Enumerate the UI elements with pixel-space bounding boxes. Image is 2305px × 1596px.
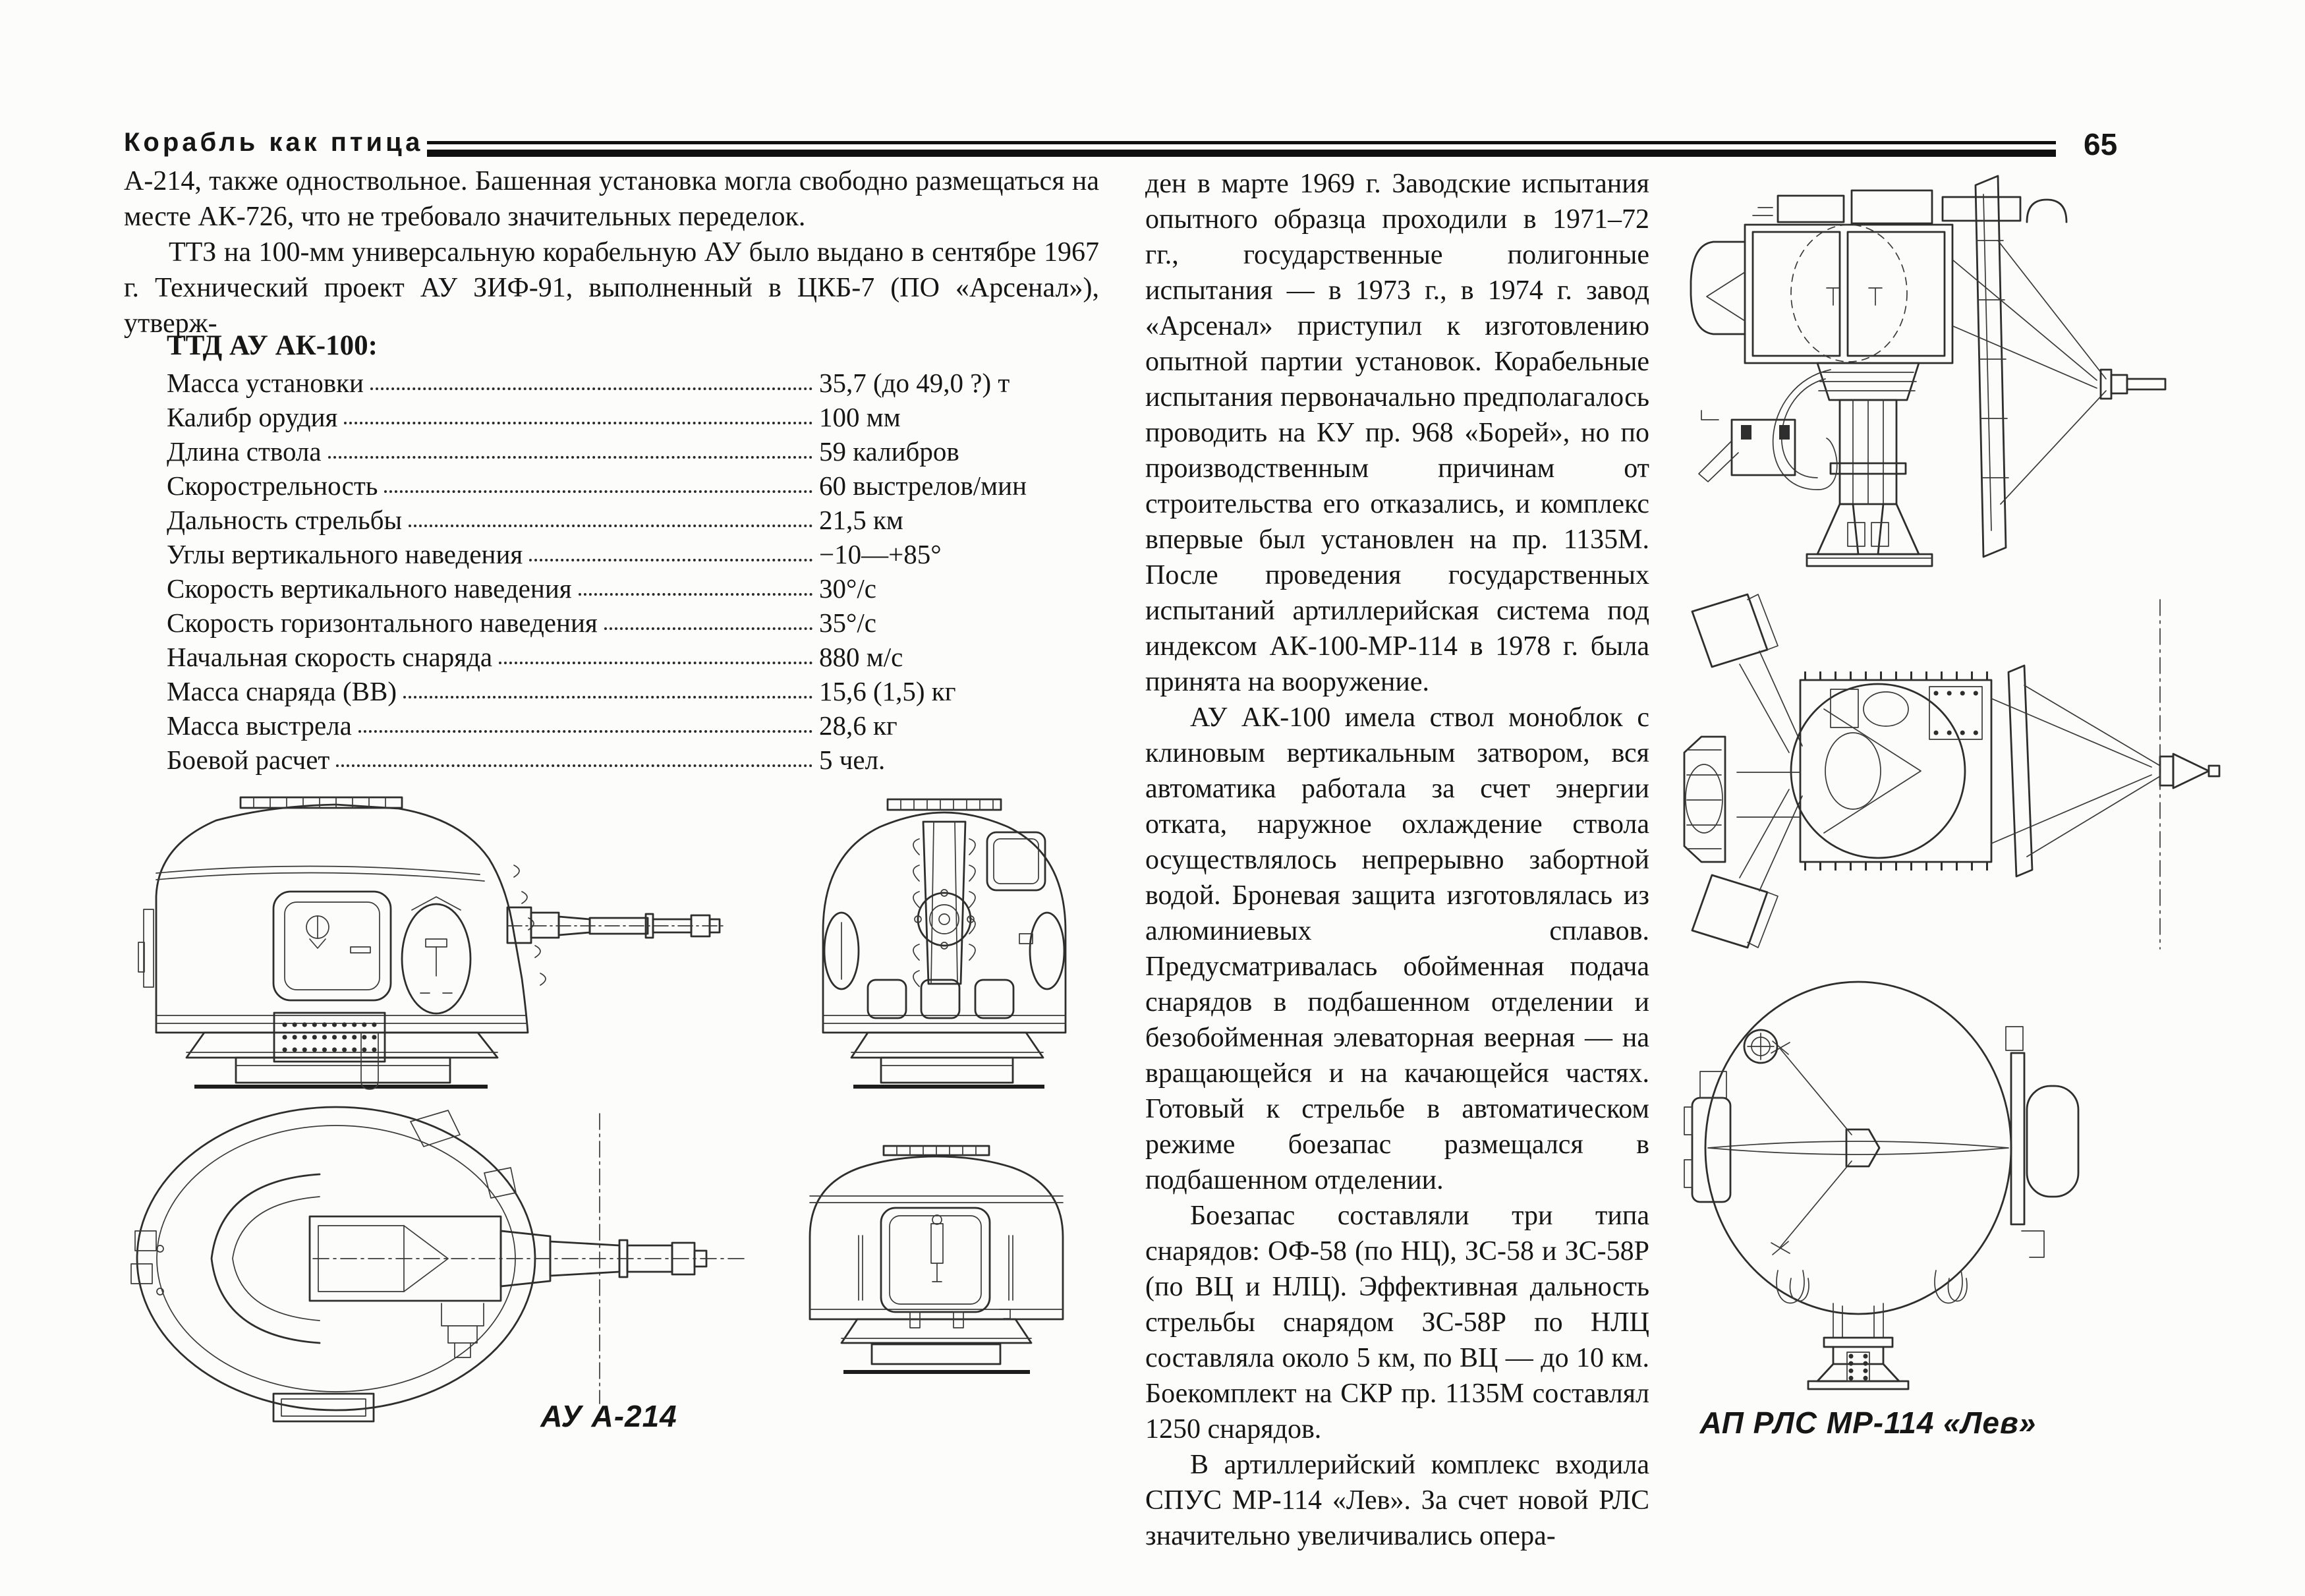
- dotted-leader: [344, 422, 812, 424]
- spec-heading: ТТД АУ АК-100:: [167, 330, 378, 361]
- figure-radar-side-view: [1661, 161, 2305, 577]
- spec-row: [167, 741, 1043, 775]
- turret-front-drawing: [781, 1143, 1091, 1377]
- spec-label: Масса установки: [167, 367, 364, 398]
- radar-figure-caption: АП РЛС МР-114 «Лев»: [1699, 1406, 2037, 1440]
- spec-value: 30°/с: [819, 573, 876, 604]
- spec-value: 28,6 кг: [819, 710, 897, 741]
- dotted-leader: [403, 696, 812, 698]
- spec-row: [167, 398, 1043, 432]
- spec-row: [167, 638, 1043, 672]
- figure-turret-rear-view: [787, 781, 1100, 1094]
- spec-table: [167, 364, 1043, 775]
- figure-turret-plan-view: [115, 1094, 768, 1423]
- spec-label: Начальная скорость снаряда: [167, 641, 493, 672]
- spec-row: [167, 569, 1043, 604]
- spec-label: Скорость вертикального наведения: [167, 573, 572, 604]
- turret-rear-drawing: [787, 781, 1100, 1094]
- spec-label: Боевой расчет: [167, 744, 330, 775]
- turret-plan-drawing: [115, 1094, 768, 1423]
- spec-value: 21,5 км: [819, 504, 903, 535]
- radar-dish-top: [1991, 600, 2219, 949]
- left-paragraph-1: А-214, также одноствольное. Башенная установка могла свободно размещаться на месте АК-726, что не требовало значительных переделок.: [124, 166, 1099, 232]
- radar-dish-side: [1953, 176, 2165, 557]
- spec-value: 35,7 (до 49,0 ?) т: [819, 367, 1010, 398]
- dotted-leader: [370, 387, 812, 390]
- dotted-leader: [328, 456, 812, 459]
- left-paragraph-2: ТТЗ на 100-мм универсальную корабельную АУ было выдано в сентябре 1967 г. Технический проект АУ ЗИФ-91, выполненный в ЦКБ-7 (ПО «Арсенал»), утверж-: [124, 237, 1099, 339]
- spec-label: Скорострельность: [167, 470, 378, 501]
- spec-label: Скорость горизонтального наведения: [167, 607, 598, 638]
- gun-barrel-plan: [313, 1114, 748, 1404]
- spec-label: Масса выстрела: [167, 710, 352, 741]
- spec-row: [167, 535, 1043, 569]
- gun-barrel: [507, 907, 724, 943]
- page-number: 65: [2084, 127, 2118, 161]
- right-column: [1145, 166, 1649, 1554]
- spec-value: −10—+85°: [819, 538, 942, 569]
- figure-turret-front-view: [781, 1143, 1091, 1377]
- dotted-leader: [384, 490, 812, 493]
- spec-label: Длина ствола: [167, 436, 322, 467]
- figure-radar-top-view: [1661, 580, 2305, 962]
- right-paragraph-3: Боезапас составляли три типа снарядов: ОФ-58 (по НЦ), ЗС-58 и ЗС-58Р (по ВЦ и НЛЦ). Эффективная дальность стрельбы снарядом ЗС-58Р по НЛЦ составляла около 5 км, по ВЦ — до 10 км. Боекомплект на СКР пр. 1135М составлял 1250 снарядов.: [1145, 1201, 1649, 1444]
- running-title: Корабль как птица: [124, 128, 424, 157]
- dotted-leader: [358, 730, 812, 733]
- turret-side-drawing: [119, 781, 778, 1094]
- spec-value: 35°/с: [819, 607, 876, 638]
- right-paragraph-2: АУ АК-100 имела ствол моноблок с клиновым вертикальным затвором, вся автоматика работала за счет энергии отката, наружное охлаждение ствола осуществлялось непрерывно забортной водой. Броневая защита изготовлялась из алюминиевых сплавов. Предусматривалась обойменная подача снарядов в подбашенном отделении и безобойменная элеваторная веерная — на вращающейся и на качающейся частях. Готовый к стрельбе в автоматическом режиме боезапас размещался в подбашенном отделении.: [1145, 702, 1649, 1195]
- spec-label: Углы вертикального наведения: [167, 538, 523, 569]
- spec-value: 60 выстрелов/мин: [819, 470, 1027, 501]
- dotted-leader: [499, 662, 812, 664]
- left-column: [124, 163, 1099, 341]
- dotted-leader: [529, 559, 812, 561]
- radar-pedestal-front: [1808, 1303, 1908, 1389]
- spec-label: Масса снаряда (ВВ): [167, 675, 397, 706]
- spec-label: Калибр орудия: [167, 401, 338, 432]
- spec-row: [167, 467, 1043, 501]
- spec-value: 59 калибров: [819, 436, 959, 467]
- spec-value: 100 мм: [819, 401, 901, 432]
- right-paragraph-4: В артиллерийский комплекс входила СПУС МР-114 «Лев». За счет новой РЛС значительно увеличивались опера-: [1145, 1450, 1649, 1551]
- turret-figure-caption: АУ А-214: [540, 1399, 677, 1433]
- radar-pedestal-side: [1807, 363, 1932, 566]
- header-rule: [427, 141, 2056, 157]
- spec-row: [167, 604, 1043, 638]
- spec-label: Дальность стрельбы: [167, 504, 403, 535]
- dotted-leader: [336, 764, 812, 767]
- spec-row: [167, 501, 1043, 535]
- dotted-leader: [409, 525, 812, 527]
- spec-row: [167, 364, 1043, 398]
- dotted-leader: [604, 627, 812, 630]
- figure-turret-side-view: [119, 781, 778, 1094]
- spec-value: 5 чел.: [819, 744, 886, 775]
- spec-value: 15,6 (1,5) кг: [819, 675, 956, 706]
- radar-side-drawing: [1661, 161, 2305, 577]
- dotted-leader: [579, 593, 812, 596]
- spec-row: [167, 706, 1043, 741]
- figure-radar-front-view: [1661, 969, 2305, 1390]
- spec-value: 880 м/с: [819, 641, 903, 672]
- radar-front-drawing: [1661, 969, 2305, 1390]
- spec-row: [167, 672, 1043, 706]
- spec-row: [167, 432, 1043, 467]
- radar-top-drawing: [1661, 580, 2305, 962]
- right-paragraph-1: ден в марте 1969 г. Заводские испытания опытного образца проходили в 1971–72 гг., государственные полигонные испытания — в 1973 г., в 1974 г. завод «Арсенал» приступил к изготовлению опытной партии установок. Корабельные испытания первоначально предполагалось проводить на КУ пр. 968 «Борей», но по производственным причинам от строительства его отказались, и комплекс впервые был установлен на пр. 1135М. После проведения государственных испытаний артиллерийская система под индексом АК-100-МР-114 в 1978 г. была принята на вооружение.: [1145, 169, 1649, 697]
